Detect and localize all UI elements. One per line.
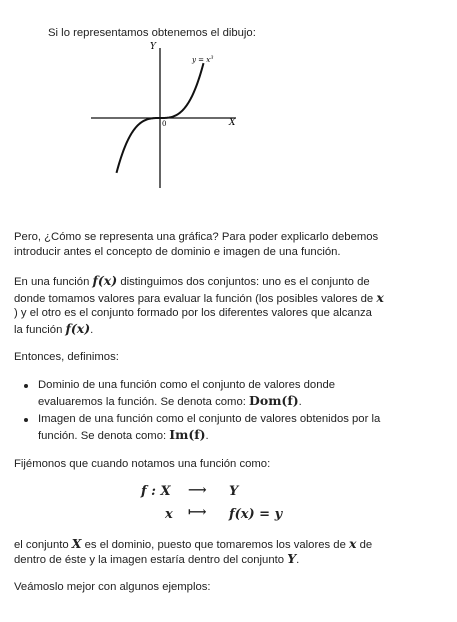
list-item-domain-line-1: Dominio de una función como el conjunto de valores donde (38, 379, 336, 391)
display-row1-right: Y (229, 484, 239, 499)
x-axis-label: X (229, 118, 236, 128)
display-row1-arrow: ⟶ (188, 483, 207, 498)
math-im-f: Im(f) (169, 427, 206, 442)
paragraph-graph-question-line-2: introducir antes el concepto de dominio e imagen de una función. (14, 246, 341, 258)
math-x: x (349, 536, 357, 551)
intro-text: Si lo representamos obtenemos el dibujo: (48, 27, 256, 39)
list-bullet (24, 418, 28, 422)
display-row1-left: f : X (141, 484, 171, 499)
paragraph-definitions-intro: Entonces, definimos: (14, 351, 119, 363)
curve-label: $y = x^3$ (192, 55, 214, 64)
list-item-image-line-1: Imagen de una función como el conjunto de valores obtenidos por la (38, 413, 381, 425)
math-f-of-x: f(x) (92, 273, 118, 288)
math-dom-f: Dom(f) (249, 393, 299, 408)
y-axis-label: Y (150, 42, 156, 52)
display-row2-arrow: ⟼ (188, 505, 207, 520)
math-f-of-x: f(x) (65, 321, 91, 336)
origin-label: 0 (162, 120, 167, 128)
paragraph-examples-intro: Veámoslo mejor con algunos ejemplos: (14, 581, 211, 593)
paragraph-two-sets-line-2: donde tomamos valores para evaluar la función (los posibles valores de x (14, 290, 384, 305)
paragraph-notation-intro: Fijémonos que cuando notamos una función como: (14, 458, 271, 470)
display-row2-left: x (165, 507, 173, 522)
math-X: X (71, 536, 82, 551)
cubic-function-graph (86, 40, 246, 190)
display-row2-right: f(x) = y (229, 507, 283, 522)
paragraph-domain-explanation-line-1: el conjunto X es el dominio, puesto que tomaremos los valores de x de (14, 536, 373, 551)
list-item-image-line-2: función. Se denota como: Im(f). (38, 427, 209, 442)
list-item-domain-line-2: evaluaremos la función. Se denota como: Dom(f). (38, 393, 302, 408)
list-bullet (24, 384, 28, 388)
paragraph-two-sets-line-1: En una función f(x) distinguimos dos conjuntos: uno es el conjunto de (14, 273, 370, 288)
paragraph-domain-explanation-line-2: dentro de éste y la imagen estaría dentro del conjunto Y. (14, 551, 300, 566)
math-x: x (376, 290, 384, 305)
paragraph-two-sets-line-4: la función f(x). (14, 321, 94, 336)
paragraph-two-sets-line-3: ) y el otro es el conjunto formado por los diferentes valores que alcanza (14, 307, 372, 319)
paragraph-graph-question-line-1: Pero, ¿Cómo se representa una gráfica? Para poder explicarlo debemos (14, 231, 379, 243)
math-Y: Y (287, 551, 297, 566)
